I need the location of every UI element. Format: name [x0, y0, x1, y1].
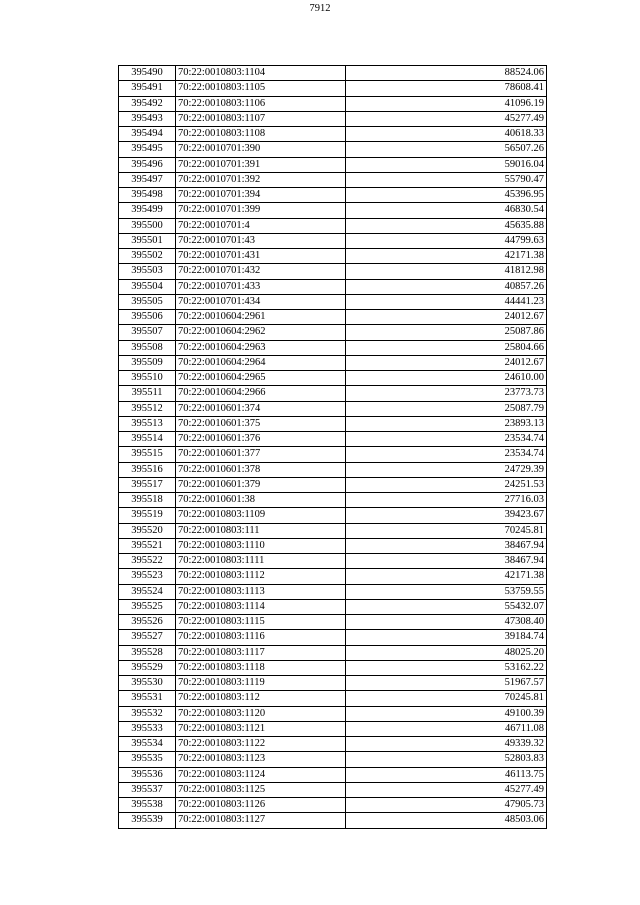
cadastral-value: 48025.20 — [346, 645, 547, 660]
row-number: 395507 — [119, 325, 176, 340]
row-number: 395519 — [119, 508, 176, 523]
cadastral-number: 70:22:0010604:2964 — [176, 355, 346, 370]
table-row — [119, 721, 547, 736]
cadastral-number: 70:22:0010601:379 — [176, 477, 346, 492]
cadastral-number: 70:22:0010601:38 — [176, 493, 346, 508]
cadastral-value: 55790.47 — [346, 172, 547, 187]
table-row — [119, 477, 547, 492]
cadastral-value: 70245.81 — [346, 523, 547, 538]
table-row — [119, 660, 547, 675]
cadastral-value: 39184.74 — [346, 630, 547, 645]
table-row — [119, 325, 547, 340]
row-number: 395509 — [119, 355, 176, 370]
table-row — [119, 96, 547, 111]
cadastral-value: 24012.67 — [346, 310, 547, 325]
table-row — [119, 355, 547, 370]
cadastral-value: 44799.63 — [346, 233, 547, 248]
cadastral-number: 70:22:0010601:376 — [176, 432, 346, 447]
cadastral-number: 70:22:0010803:1126 — [176, 798, 346, 813]
table-row — [119, 584, 547, 599]
table-row — [119, 813, 547, 828]
table-row — [119, 371, 547, 386]
table-row — [119, 294, 547, 309]
cadastral-number: 70:22:0010601:378 — [176, 462, 346, 477]
cadastral-value: 39423.67 — [346, 508, 547, 523]
table-row — [119, 340, 547, 355]
table-row — [119, 706, 547, 721]
row-number: 395524 — [119, 584, 176, 599]
table-row — [119, 157, 547, 172]
cadastral-number: 70:22:0010803:1106 — [176, 96, 346, 111]
row-number: 395534 — [119, 737, 176, 752]
cadastral-value: 27716.03 — [346, 493, 547, 508]
cadastral-value: 25087.79 — [346, 401, 547, 416]
table-row — [119, 554, 547, 569]
row-number: 395493 — [119, 111, 176, 126]
cadastral-value: 49100.39 — [346, 706, 547, 721]
row-number: 395496 — [119, 157, 176, 172]
cadastral-value: 78608.41 — [346, 81, 547, 96]
cadastral-number: 70:22:0010701:431 — [176, 249, 346, 264]
cadastral-value: 45277.49 — [346, 111, 547, 126]
table-row — [119, 538, 547, 553]
row-number: 395513 — [119, 416, 176, 431]
cadastral-value: 52803.83 — [346, 752, 547, 767]
cadastral-number: 70:22:0010803:1121 — [176, 721, 346, 736]
row-number: 395512 — [119, 401, 176, 416]
row-number: 395516 — [119, 462, 176, 477]
cadastral-number: 70:22:0010803:1125 — [176, 782, 346, 797]
table-row — [119, 401, 547, 416]
cadastral-value: 49339.32 — [346, 737, 547, 752]
row-number: 395536 — [119, 767, 176, 782]
cadastral-number: 70:22:0010803:1122 — [176, 737, 346, 752]
cadastral-value: 40857.26 — [346, 279, 547, 294]
row-number: 395531 — [119, 691, 176, 706]
table-row — [119, 447, 547, 462]
row-number: 395495 — [119, 142, 176, 157]
cadastral-value: 38467.94 — [346, 538, 547, 553]
cadastral-value: 42171.38 — [346, 249, 547, 264]
cadastral-number: 70:22:0010803:1109 — [176, 508, 346, 523]
table-row — [119, 310, 547, 325]
cadastral-value: 41096.19 — [346, 96, 547, 111]
row-number: 395508 — [119, 340, 176, 355]
cadastral-number: 70:22:0010803:1113 — [176, 584, 346, 599]
cadastral-value: 46113.75 — [346, 767, 547, 782]
table-row — [119, 523, 547, 538]
cadastral-value: 45277.49 — [346, 782, 547, 797]
table-row — [119, 386, 547, 401]
row-number: 395492 — [119, 96, 176, 111]
registry-table-body — [119, 66, 547, 829]
cadastral-value: 41812.98 — [346, 264, 547, 279]
row-number: 395533 — [119, 721, 176, 736]
table-row — [119, 767, 547, 782]
table-row — [119, 782, 547, 797]
cadastral-value: 44441.23 — [346, 294, 547, 309]
table-row — [119, 737, 547, 752]
cadastral-value: 88524.06 — [346, 66, 547, 81]
cadastral-value: 45396.95 — [346, 188, 547, 203]
cadastral-value: 53162.22 — [346, 660, 547, 675]
row-number: 395532 — [119, 706, 176, 721]
cadastral-number: 70:22:0010803:1108 — [176, 127, 346, 142]
row-number: 395537 — [119, 782, 176, 797]
cadastral-number: 70:22:0010701:4 — [176, 218, 346, 233]
cadastral-number: 70:22:0010803:1105 — [176, 81, 346, 96]
table-row — [119, 569, 547, 584]
row-number: 395529 — [119, 660, 176, 675]
row-number: 395506 — [119, 310, 176, 325]
cadastral-value: 24012.67 — [346, 355, 547, 370]
cadastral-value: 56507.26 — [346, 142, 547, 157]
row-number: 395527 — [119, 630, 176, 645]
cadastral-number: 70:22:0010701:433 — [176, 279, 346, 294]
table-row — [119, 599, 547, 614]
cadastral-number: 70:22:0010803:1117 — [176, 645, 346, 660]
cadastral-number: 70:22:0010604:2965 — [176, 371, 346, 386]
cadastral-number: 70:22:0010803:1111 — [176, 554, 346, 569]
row-number: 395498 — [119, 188, 176, 203]
cadastral-number: 70:22:0010601:377 — [176, 447, 346, 462]
row-number: 395522 — [119, 554, 176, 569]
row-number: 395497 — [119, 172, 176, 187]
row-number: 395504 — [119, 279, 176, 294]
table-row — [119, 218, 547, 233]
table-row — [119, 81, 547, 96]
cadastral-number: 70:22:0010701:43 — [176, 233, 346, 248]
cadastral-value: 46830.54 — [346, 203, 547, 218]
page-number: 7912 — [309, 3, 331, 14]
table-row — [119, 615, 547, 630]
cadastral-value: 24729.39 — [346, 462, 547, 477]
cadastral-value: 25087.86 — [346, 325, 547, 340]
cadastral-number: 70:22:0010803:1127 — [176, 813, 346, 828]
cadastral-number: 70:22:0010601:374 — [176, 401, 346, 416]
table-row — [119, 691, 547, 706]
cadastral-number: 70:22:0010803:1110 — [176, 538, 346, 553]
table-row — [119, 279, 547, 294]
table-row — [119, 203, 547, 218]
row-number: 395515 — [119, 447, 176, 462]
row-number: 395523 — [119, 569, 176, 584]
table-row — [119, 508, 547, 523]
cadastral-value: 47905.73 — [346, 798, 547, 813]
cadastral-number: 70:22:0010601:375 — [176, 416, 346, 431]
row-number: 395511 — [119, 386, 176, 401]
table-row — [119, 233, 547, 248]
cadastral-value: 23773.73 — [346, 386, 547, 401]
cadastral-number: 70:22:0010701:399 — [176, 203, 346, 218]
table-row — [119, 462, 547, 477]
table-row — [119, 142, 547, 157]
cadastral-number: 70:22:0010803:1123 — [176, 752, 346, 767]
cadastral-value: 45635.88 — [346, 218, 547, 233]
row-number: 395539 — [119, 813, 176, 828]
cadastral-value: 23534.74 — [346, 447, 547, 462]
cadastral-number: 70:22:0010803:1116 — [176, 630, 346, 645]
table-row — [119, 432, 547, 447]
cadastral-number: 70:22:0010803:1114 — [176, 599, 346, 614]
cadastral-value: 51967.57 — [346, 676, 547, 691]
registry-table — [118, 65, 547, 829]
table-row — [119, 645, 547, 660]
cadastral-number: 70:22:0010803:1118 — [176, 660, 346, 675]
row-number: 395505 — [119, 294, 176, 309]
cadastral-number: 70:22:0010803:1119 — [176, 676, 346, 691]
cadastral-value: 70245.81 — [346, 691, 547, 706]
row-number: 395517 — [119, 477, 176, 492]
table-row — [119, 752, 547, 767]
row-number: 395514 — [119, 432, 176, 447]
table-row — [119, 188, 547, 203]
table-row — [119, 172, 547, 187]
cadastral-number: 70:22:0010701:392 — [176, 172, 346, 187]
cadastral-number: 70:22:0010701:390 — [176, 142, 346, 157]
cadastral-number: 70:22:0010604:2963 — [176, 340, 346, 355]
cadastral-number: 70:22:0010803:1120 — [176, 706, 346, 721]
cadastral-value: 59016.04 — [346, 157, 547, 172]
cadastral-value: 48503.06 — [346, 813, 547, 828]
row-number: 395494 — [119, 127, 176, 142]
cadastral-value: 42171.38 — [346, 569, 547, 584]
row-number: 395501 — [119, 233, 176, 248]
row-number: 395526 — [119, 615, 176, 630]
table-row — [119, 676, 547, 691]
cadastral-number: 70:22:0010803:1107 — [176, 111, 346, 126]
cadastral-number: 70:22:0010701:391 — [176, 157, 346, 172]
row-number: 395490 — [119, 66, 176, 81]
row-number: 395491 — [119, 81, 176, 96]
cadastral-value: 38467.94 — [346, 554, 547, 569]
cadastral-value: 24610.00 — [346, 371, 547, 386]
row-number: 395535 — [119, 752, 176, 767]
cadastral-number: 70:22:0010701:434 — [176, 294, 346, 309]
cadastral-value: 47308.40 — [346, 615, 547, 630]
table-row — [119, 264, 547, 279]
row-number: 395528 — [119, 645, 176, 660]
cadastral-number: 70:22:0010701:432 — [176, 264, 346, 279]
cadastral-number: 70:22:0010803:112 — [176, 691, 346, 706]
table-row — [119, 493, 547, 508]
row-number: 395510 — [119, 371, 176, 386]
row-number: 395503 — [119, 264, 176, 279]
row-number: 395538 — [119, 798, 176, 813]
row-number: 395499 — [119, 203, 176, 218]
row-number: 395500 — [119, 218, 176, 233]
cadastral-value: 24251.53 — [346, 477, 547, 492]
cadastral-number: 70:22:0010803:111 — [176, 523, 346, 538]
row-number: 395521 — [119, 538, 176, 553]
table-row — [119, 630, 547, 645]
table-row — [119, 127, 547, 142]
row-number: 395520 — [119, 523, 176, 538]
row-number: 395502 — [119, 249, 176, 264]
table-row — [119, 111, 547, 126]
cadastral-number: 70:22:0010604:2962 — [176, 325, 346, 340]
cadastral-value: 25804.66 — [346, 340, 547, 355]
table-row — [119, 798, 547, 813]
cadastral-value: 40618.33 — [346, 127, 547, 142]
cadastral-value: 23893.13 — [346, 416, 547, 431]
cadastral-number: 70:22:0010604:2961 — [176, 310, 346, 325]
table-row — [119, 249, 547, 264]
row-number: 395518 — [119, 493, 176, 508]
cadastral-value: 46711.08 — [346, 721, 547, 736]
cadastral-number: 70:22:0010803:1115 — [176, 615, 346, 630]
table-row — [119, 66, 547, 81]
cadastral-value: 23534.74 — [346, 432, 547, 447]
cadastral-value: 55432.07 — [346, 599, 547, 614]
cadastral-number: 70:22:0010701:394 — [176, 188, 346, 203]
cadastral-value: 53759.55 — [346, 584, 547, 599]
cadastral-number: 70:22:0010604:2966 — [176, 386, 346, 401]
row-number: 395530 — [119, 676, 176, 691]
row-number: 395525 — [119, 599, 176, 614]
cadastral-number: 70:22:0010803:1124 — [176, 767, 346, 782]
cadastral-number: 70:22:0010803:1104 — [176, 66, 346, 81]
cadastral-number: 70:22:0010803:1112 — [176, 569, 346, 584]
table-row — [119, 416, 547, 431]
